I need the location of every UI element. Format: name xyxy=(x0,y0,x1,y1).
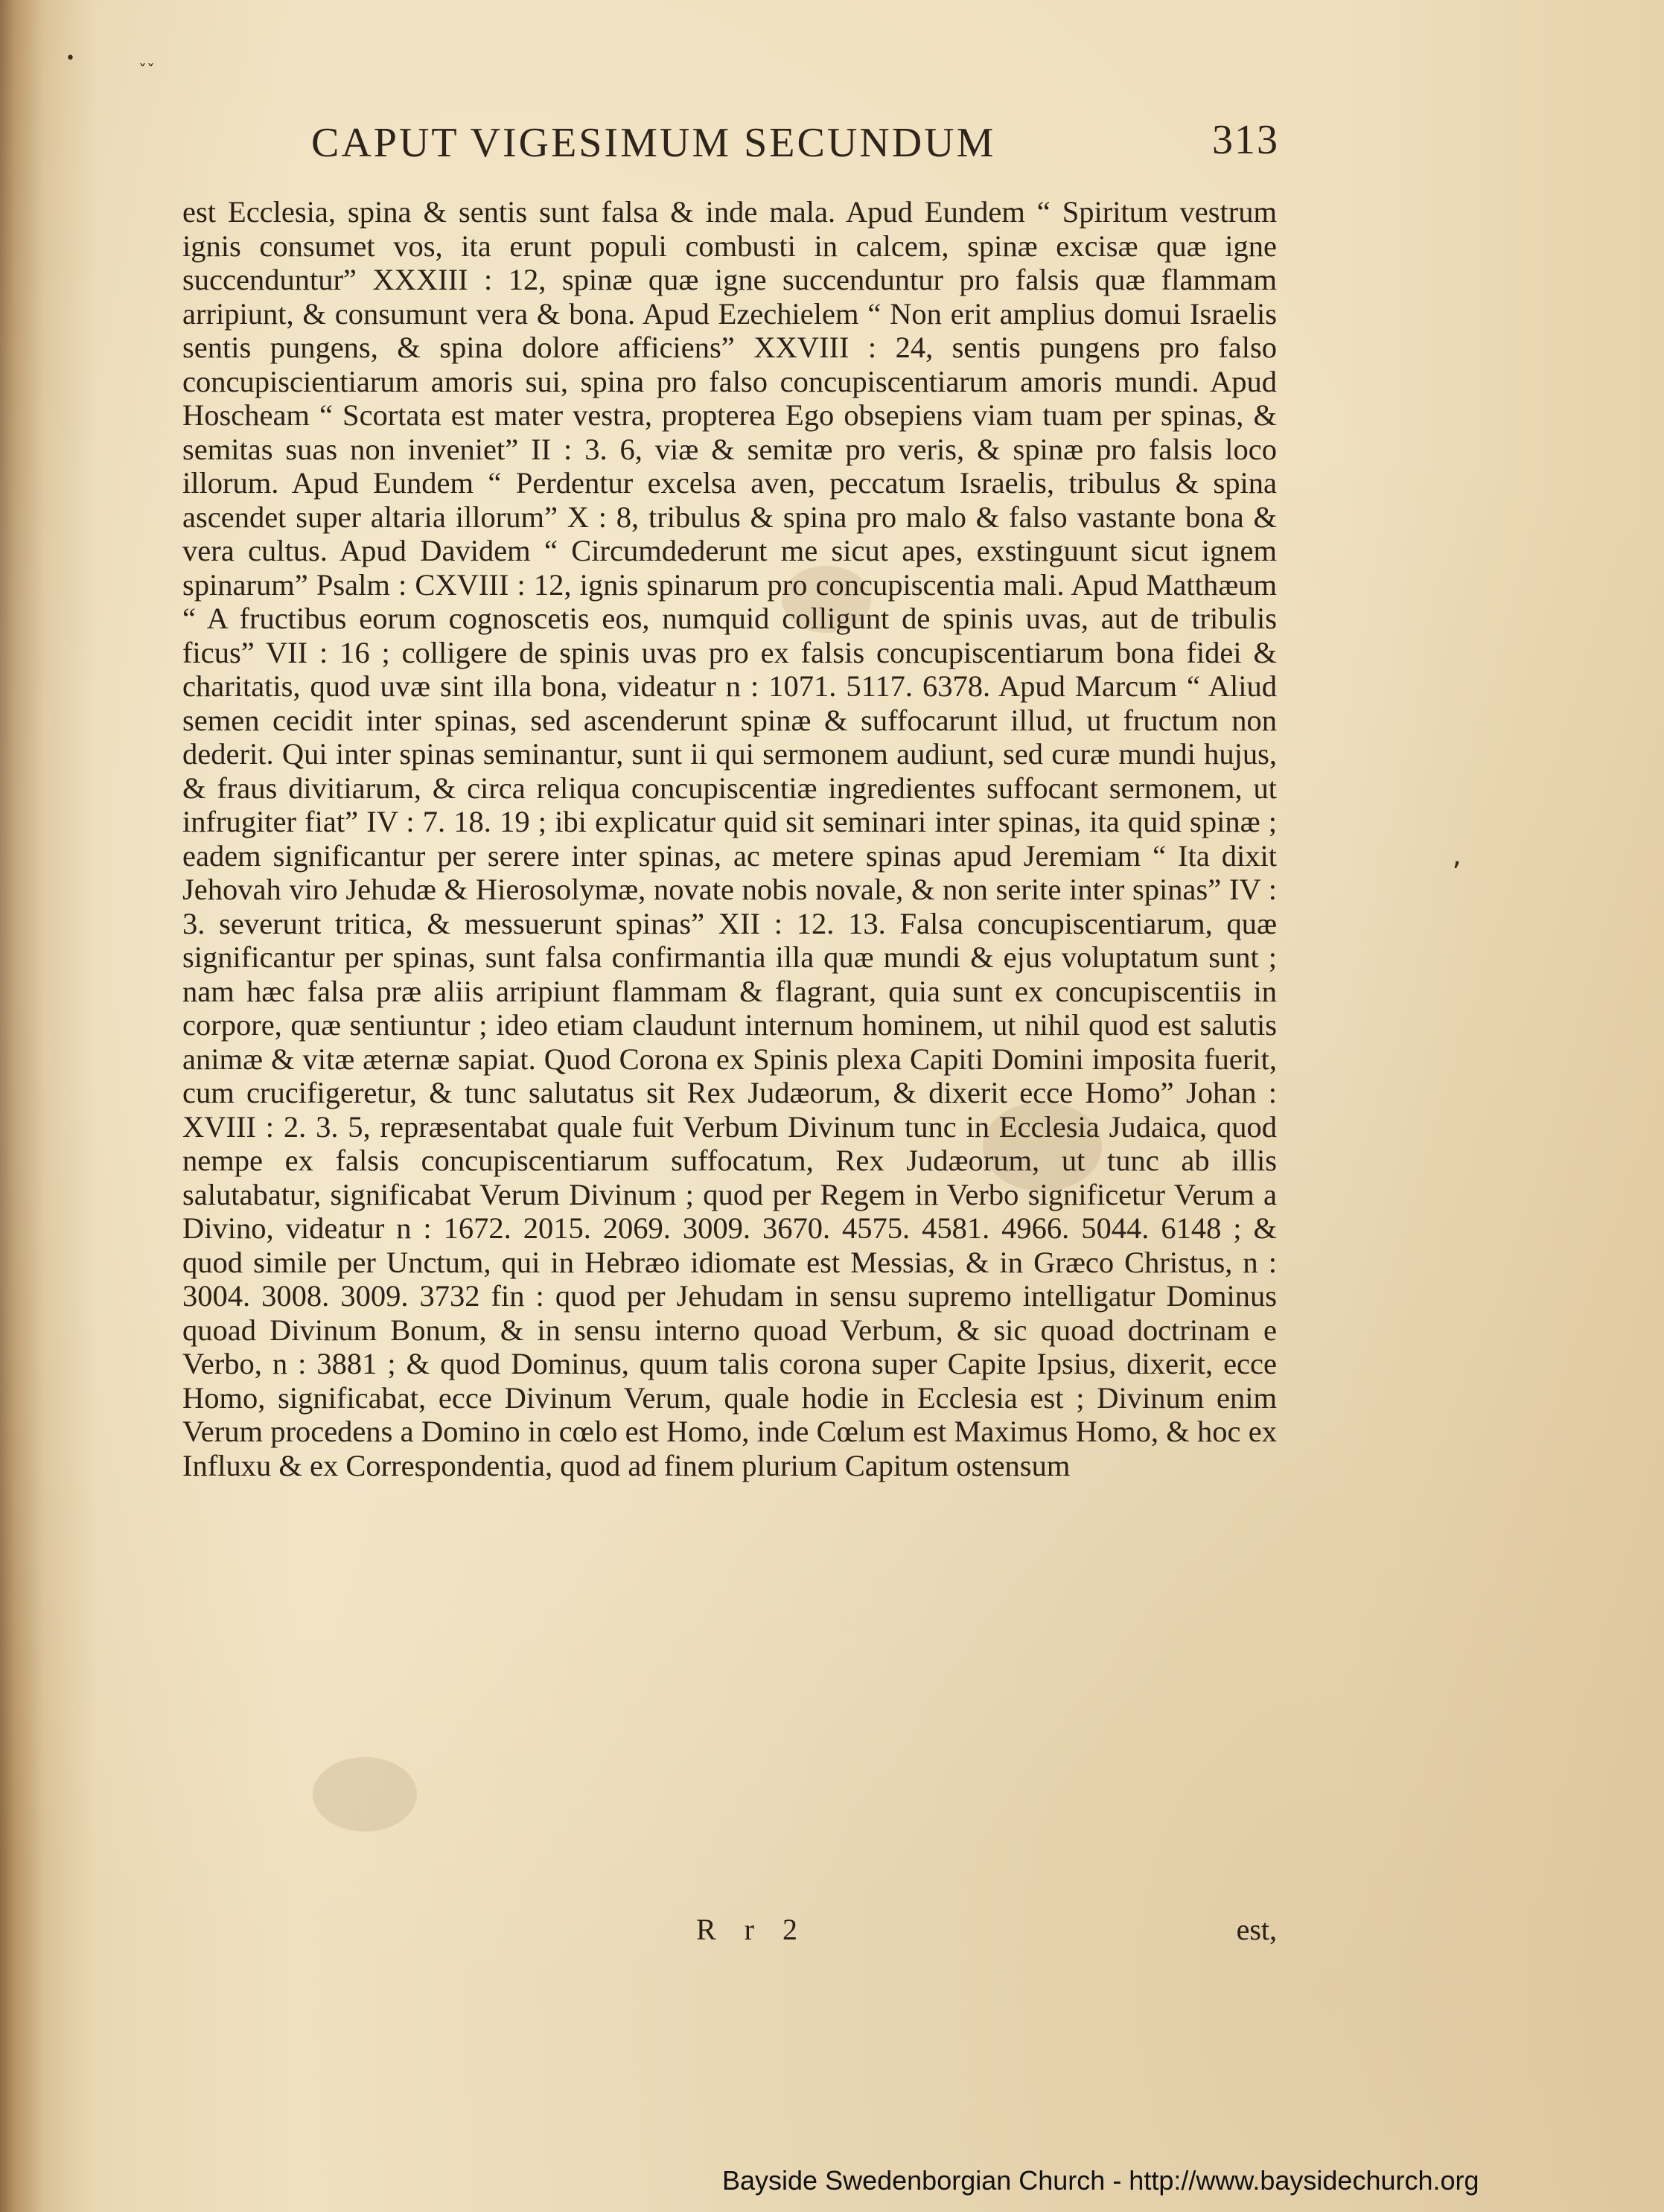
ink-speck: ˇˇ xyxy=(138,63,155,81)
body-paragraph: est Ecclesia, spina & sentis sunt falsa & inde mala. Apud Eundem “ Spiritum vestrum ignis consumet vos, ita erunt populi combusti in calcem, spinæ excisæ quæ igne succenduntur” XXXIII : 12, spinæ quæ igne succenduntur pro falsis quæ flammam arripiunt, & consumunt vera & bona. Apud Ezechielem “ Non erit amplius domui Israelis sentis pungens, & spina dolore afficiens” XXVIII : 24, sentis pungens pro falso concupiscientiarum amoris sui, spina pro falso concupiscentiarum amoris mundi. Apud Hoscheam “ Scortata est mater vestra, propterea Ego obsepiens viam tuam per spinas, & semitas suas non inveniet” II : 3. 6, viæ & semitæ pro veris, & spinæ pro falsis loco illorum. Apud Eundem “ Perdentur excelsa aven, peccatum Israelis, tribulus & spina ascendet super altaria illorum” X : 8, tribulus & spina pro malo & falso vastante bona & vera cultus. Apud Davidem “ Circumdederunt me sicut apes, exstinguunt sicut ignem spinarum” Psalm : CXVIII : 12, ignis spinarum pro concupiscentia mali. Apud Matthæum “ A fructibus eorum cognoscetis eos, numquid colligunt de spinis uvas, aut de tribulis ficus” VII : 16 ; colligere de spinis uvas pro ex falsis concupiscentiarum bona fidei & charitatis, quod uvæ sint illa bona, videatur n : 1071. 5117. 6378. Apud Marcum “ Aliud semen cecidit inter spinas, sed ascenderunt spinæ & suffocarunt illud, ut fructum non dederit. Qui inter spinas seminantur, sunt ii qui sermonem audiunt, sed curæ mundi hujus, & fraus divitiarum, & circa reliqua concupiscentiæ ingredientes suffocant sermonem, ut infrugiter fiat” IV : 7. 18. 19 ; ibi explicatur quid sit seminari inter spinas, ita quid spinæ ; eadem significantur per serere inter spinas, ac metere spinas apud Jeremiam “ Ita dixit Jehovah viro Jehudæ & Hierosolymæ, novate nobis novale, & non serite inter spinas” IV : 3. severunt tritica, & messuerunt spinas” XII : 12. 13. Falsa concupiscentiarum, quæ significantur per spinas, sunt falsa confirmantia illa quæ mundi & ejus voluptatum sunt ; nam hæc falsa præ aliis arripiunt flammam & flagrant, quia sunt ex concupiscentiis in corpore, quæ sentiuntur ; ideo etiam claudunt internum hominem, ut nihil quod est salutis animæ & vitæ æternæ sapiat. Quod Corona ex Spinis plexa Capiti Domini imposita fuerit, cum crucifigeretur, & tunc salutatus sit Rex Judæorum, & dixerit ecce Homo” Johan : XVIII : 2. 3. 5, repræsentabat quale fuit Verbum Divinum tunc in Ecclesia Judaica, quod nempe ex falsis concupiscentiarum suffocatum, Rex Judæorum, ut tunc ab illis salutabatur, significabat Verum Divinum ; quod per Regem in Verbo significetur Verum a Divino, videatur n : 1672. 2015. 2069. 3009. 3670. 4575. 4581. 4966. 5044. 6148 ; & quod simile per Unctum, qui in Hebræo idiomate est Messias, & in Græco Christus, n : 3004. 3008. 3009. 3732 fin : quod per Jehudam in sensu supremo intelligatur Dominus quoad Divinum Bonum, & in sensu interno quoad Verbum, & sic quoad doctrinam e Verbo, n : 3881 ; & quod Dominus, quum talis corona super Capite Ipsius, dixerit, ecce Homo, significabat, ecce Divinum Verum, quale hodie in Ecclesia est ; Divinum enim Verum procedens a Domino in cœlo est Homo, inde Cœlum est Maximus Homo, & hoc ex Influxu & ex Correspondentia, quod ad finem plurium Capitum ostensum xyxy=(182,195,1277,1482)
chapter-title: CAPUT VIGESIMUM SECUNDUM xyxy=(311,120,996,166)
website-watermark: Bayside Swedenborgian Church - http://www.baysidechurch.org xyxy=(722,2165,1479,2196)
catchword: est, xyxy=(1236,1913,1277,1946)
page-footer xyxy=(182,1912,1277,1957)
ink-speck: ʼ xyxy=(1452,856,1461,890)
signature-mark: R r 2 xyxy=(696,1913,808,1946)
page-number: 313 xyxy=(1212,117,1279,163)
running-header xyxy=(311,119,1279,186)
page-body-text xyxy=(182,195,1277,1900)
ink-speck: • xyxy=(66,49,75,68)
